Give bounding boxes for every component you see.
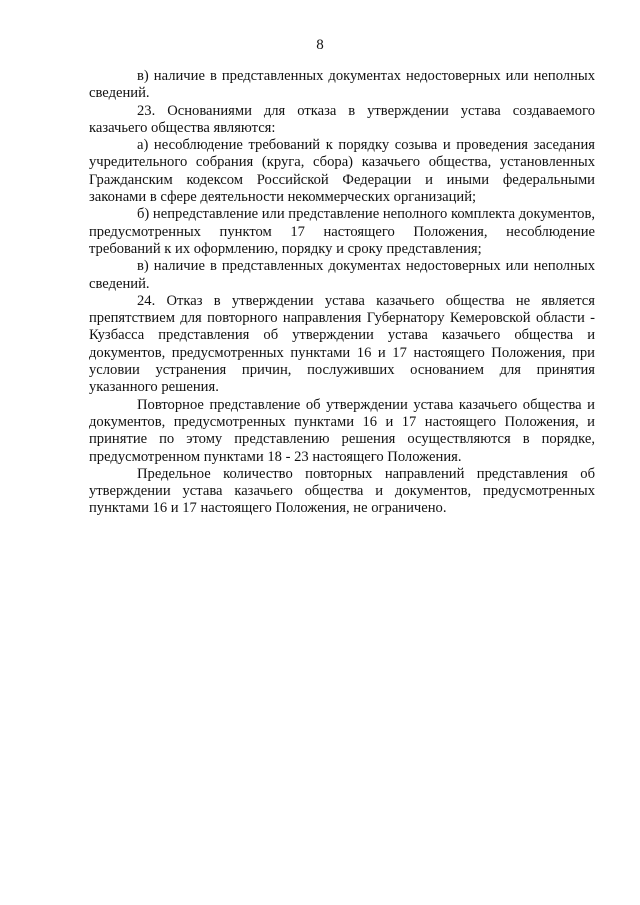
paragraph-clause-24: 24. Отказ в утверждении устава казачьего общества не является препятствием для повторного направления Губернатору Кемеровской области - Кузбасса представления об утверждении устава казачьего общества и документов, предусмотренных пунктами 16 и 17 настоящего Положения, при условии устранения причин, послуживших основанием для принятия указанного решения.	[89, 292, 595, 396]
paragraph-submission-limit: Предельное количество повторных направлений представления об утверждении устава казачьего общества и документов, предусмотренных пунктами 16 и 17 настоящего Положения, не ограничено.	[89, 465, 595, 517]
paragraph-item-v-continuation: в) наличие в представленных документах недостоверных или неполных сведений.	[89, 68, 595, 102]
paragraph-clause-23: 23. Основаниями для отказа в утверждении устава создаваемого казачьего общества являются:	[89, 102, 595, 136]
page-number: 8	[316, 37, 324, 53]
document-body	[89, 68, 595, 518]
paragraph-repeat-submission: Повторное представление об утверждении устава казачьего общества и документов, предусмотренных пунктами 16 и 17 настоящего Положения, и принятие по этому представлению решения осуществляются в порядке, предусмотренном пунктами 18 - 23 настоящего Положения.	[89, 396, 595, 465]
paragraph-item-b: б) непредставление или представление неполного комплекта документов, предусмотренных пунктом 17 настоящего Положения, несоблюдение требований к их оформлению, порядку и сроку представления;	[89, 206, 595, 257]
paragraph-item-v: в) наличие в представленных документах недостоверных или неполных сведений.	[89, 258, 595, 292]
paragraph-item-a: а) несоблюдение требований к порядку созыва и проведения заседания учредительного собрания (круга, сбора) казачьего общества, установленных Гражданским кодексом Российской Федерации и иными федеральными законами в сфере деятельности некоммерческих организаций;	[89, 137, 595, 206]
